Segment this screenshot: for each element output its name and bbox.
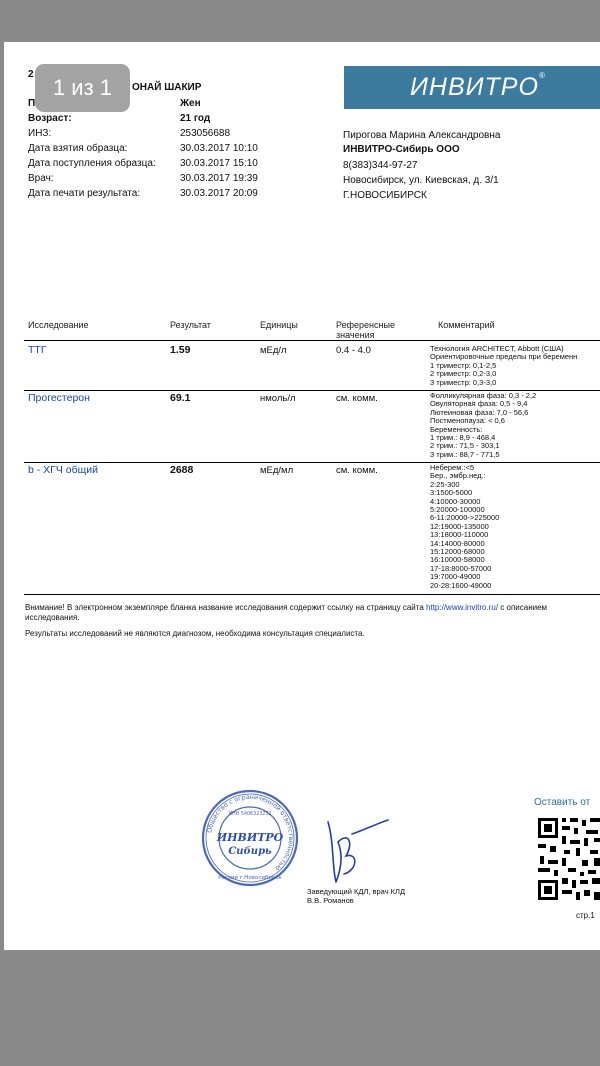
- comment-line: 20-28:1600-49000: [430, 580, 492, 590]
- test-ref: см. комм.: [336, 393, 378, 404]
- comment-line: Фолликулярная фаза: 0,3 - 2,2: [430, 391, 537, 400]
- comment-line: 5:20000-100000: [430, 505, 485, 515]
- field-value: 30.03.2017 15:10: [180, 158, 258, 169]
- test-name-link[interactable]: b - ХГЧ общий: [28, 464, 98, 476]
- lab-company: ИНВИТРО-Сибирь ООО: [343, 144, 460, 155]
- header-result: Результат: [170, 320, 211, 330]
- comment-line: Беременность:: [430, 424, 483, 434]
- lab-city: Г.НОВОСИБИРСК: [343, 190, 427, 201]
- test-units: нмоль/л: [260, 393, 296, 404]
- test-units: мЕд/л: [260, 345, 287, 356]
- comment-line: 12:19000-135000: [430, 521, 489, 531]
- test-comment: [430, 392, 536, 459]
- test-name-link[interactable]: ТТГ: [28, 344, 47, 356]
- stamp-subtitle: Сибирь: [228, 846, 272, 857]
- comment-line: 2:25-300: [430, 479, 460, 489]
- registered-mark: ®: [538, 71, 546, 80]
- test-result: 2688: [170, 464, 194, 476]
- comment-line: Бер., эмбр.нед.:: [430, 471, 486, 481]
- comment-line: Овуляторная фаза: 0,5 - 9,4: [430, 399, 528, 409]
- test-name-link[interactable]: Прогестерон: [28, 392, 90, 404]
- comment-line: 4:10000-30000: [430, 496, 481, 506]
- signer-name: В.В. Романов: [307, 896, 354, 905]
- test-units: мЕд/мл: [260, 465, 294, 476]
- qr-label: Оставить от: [534, 797, 591, 808]
- comment-line: 1 триместр: 0,1-2,5: [430, 360, 497, 370]
- field-value: 30.03.2017 20:09: [180, 188, 258, 199]
- comment-line: 14:14000-80000: [430, 538, 485, 548]
- age-value: 21 год: [180, 113, 211, 124]
- test-result: 1.59: [170, 344, 191, 356]
- invitro-site-link[interactable]: http://www.invitro.ru/: [426, 603, 499, 612]
- notice-text: Внимание! В электронном экземпляре бланка название исследования содержит ссылку на страницу сайта: [25, 603, 424, 612]
- field-value: 30.03.2017 10:10: [180, 143, 258, 154]
- signer-title: Заведующий КДЛ, врач КЛД: [307, 887, 406, 896]
- stamp-city: Россия г.Новосибирск: [218, 875, 282, 881]
- test-comment: [430, 345, 577, 387]
- test-comment: [430, 464, 499, 590]
- signature-mark: [314, 812, 394, 892]
- comment-line: 1 трим.: 8,9 - 468,4: [430, 433, 496, 443]
- comment-line: 13:18000-110000: [430, 530, 489, 540]
- comment-line: 3 триместр: 0,3-3,0: [430, 377, 497, 387]
- stamp-ring-text: Общество с ограниченной ответственностью: [206, 793, 295, 872]
- header-units: Единицы: [260, 320, 298, 330]
- field-label: Дата печати результата:: [28, 188, 141, 199]
- comment-line: Неберем.:<5: [430, 463, 475, 472]
- comment-line: Технология ARCHITECT, Abbott (США): [430, 344, 564, 353]
- field-label: ИНЗ:: [28, 128, 52, 139]
- notice-text: с описанием: [500, 603, 548, 612]
- age-label: Возраст:: [28, 113, 72, 124]
- signer-info: [307, 887, 405, 905]
- lab-result-document: [4, 42, 600, 950]
- notice-text: исследования.: [25, 613, 80, 622]
- comment-line: 16:10000-58000: [430, 555, 485, 565]
- stamp-inn: ИНН 5406323232: [228, 812, 272, 817]
- table-divider: [24, 340, 600, 341]
- comment-line: 2 триместр: 0,2-3,0: [430, 369, 497, 379]
- comment-line: Лютеиновая фаза: 7,0 - 56,6: [430, 407, 529, 417]
- comment-line: 17-18:8000-57000: [430, 563, 492, 573]
- table-divider: [24, 462, 600, 463]
- comment-line: 2 трим.: 71,5 - 303,1: [430, 441, 500, 451]
- invitro-logo: [344, 66, 600, 109]
- comment-line: Ориентировочные пределы при беременн: [430, 352, 578, 362]
- sex-value: Жен: [180, 98, 201, 109]
- header-test: Исследование: [28, 320, 89, 330]
- patient-header-partial: 2: [28, 69, 34, 80]
- test-result: 69.1: [170, 392, 191, 404]
- header-ref-line1: Референсные: [336, 320, 395, 330]
- comment-line: 3:1500-5000: [430, 488, 473, 498]
- page-number: стр.1: [576, 911, 595, 920]
- comment-line: Постменопауза: < 0,6: [430, 416, 505, 426]
- page-indicator: 1 из 1: [35, 64, 130, 112]
- lab-address: Новосибирск, ул. Киевская, д. 3/1: [343, 175, 499, 186]
- field-value: 253056688: [180, 128, 231, 139]
- sex-label: П: [28, 98, 36, 109]
- stamp-title: ИНВИТРО: [216, 831, 284, 844]
- organization-stamp: [200, 788, 300, 888]
- test-ref: см. комм.: [336, 465, 378, 476]
- comment-line: 6-11:20000->225000: [430, 513, 500, 523]
- lab-person: Пирогова Марина Александровна: [343, 130, 501, 141]
- comment-line: 3 трим.: 88,7 - 771,5: [430, 449, 500, 459]
- header-comment: Комментарий: [438, 320, 495, 330]
- test-ref: 0.4 - 4.0: [336, 345, 371, 356]
- disclaimer: Результаты исследований не являются диагнозом, необходима консультация специалиста.: [25, 629, 365, 638]
- patient-name: ОНАЙ ШАКИР: [132, 82, 202, 93]
- header-ref-line2: значения: [336, 330, 375, 340]
- logo-text: ИНВИТРО: [410, 73, 539, 101]
- qr-code[interactable]: [534, 814, 600, 904]
- lab-phone: 8(383)344-97-27: [343, 160, 418, 171]
- table-divider: [24, 594, 600, 595]
- field-label: Дата поступления образца:: [28, 158, 156, 169]
- comment-line: 19:7000-49000: [430, 572, 481, 582]
- field-label: Врач:: [28, 173, 54, 184]
- site-link-notice: [25, 603, 547, 623]
- field-label: Дата взятия образца:: [28, 143, 128, 154]
- comment-line: 15:12000-68000: [430, 547, 485, 557]
- field-value: 30.03.2017 19:39: [180, 173, 258, 184]
